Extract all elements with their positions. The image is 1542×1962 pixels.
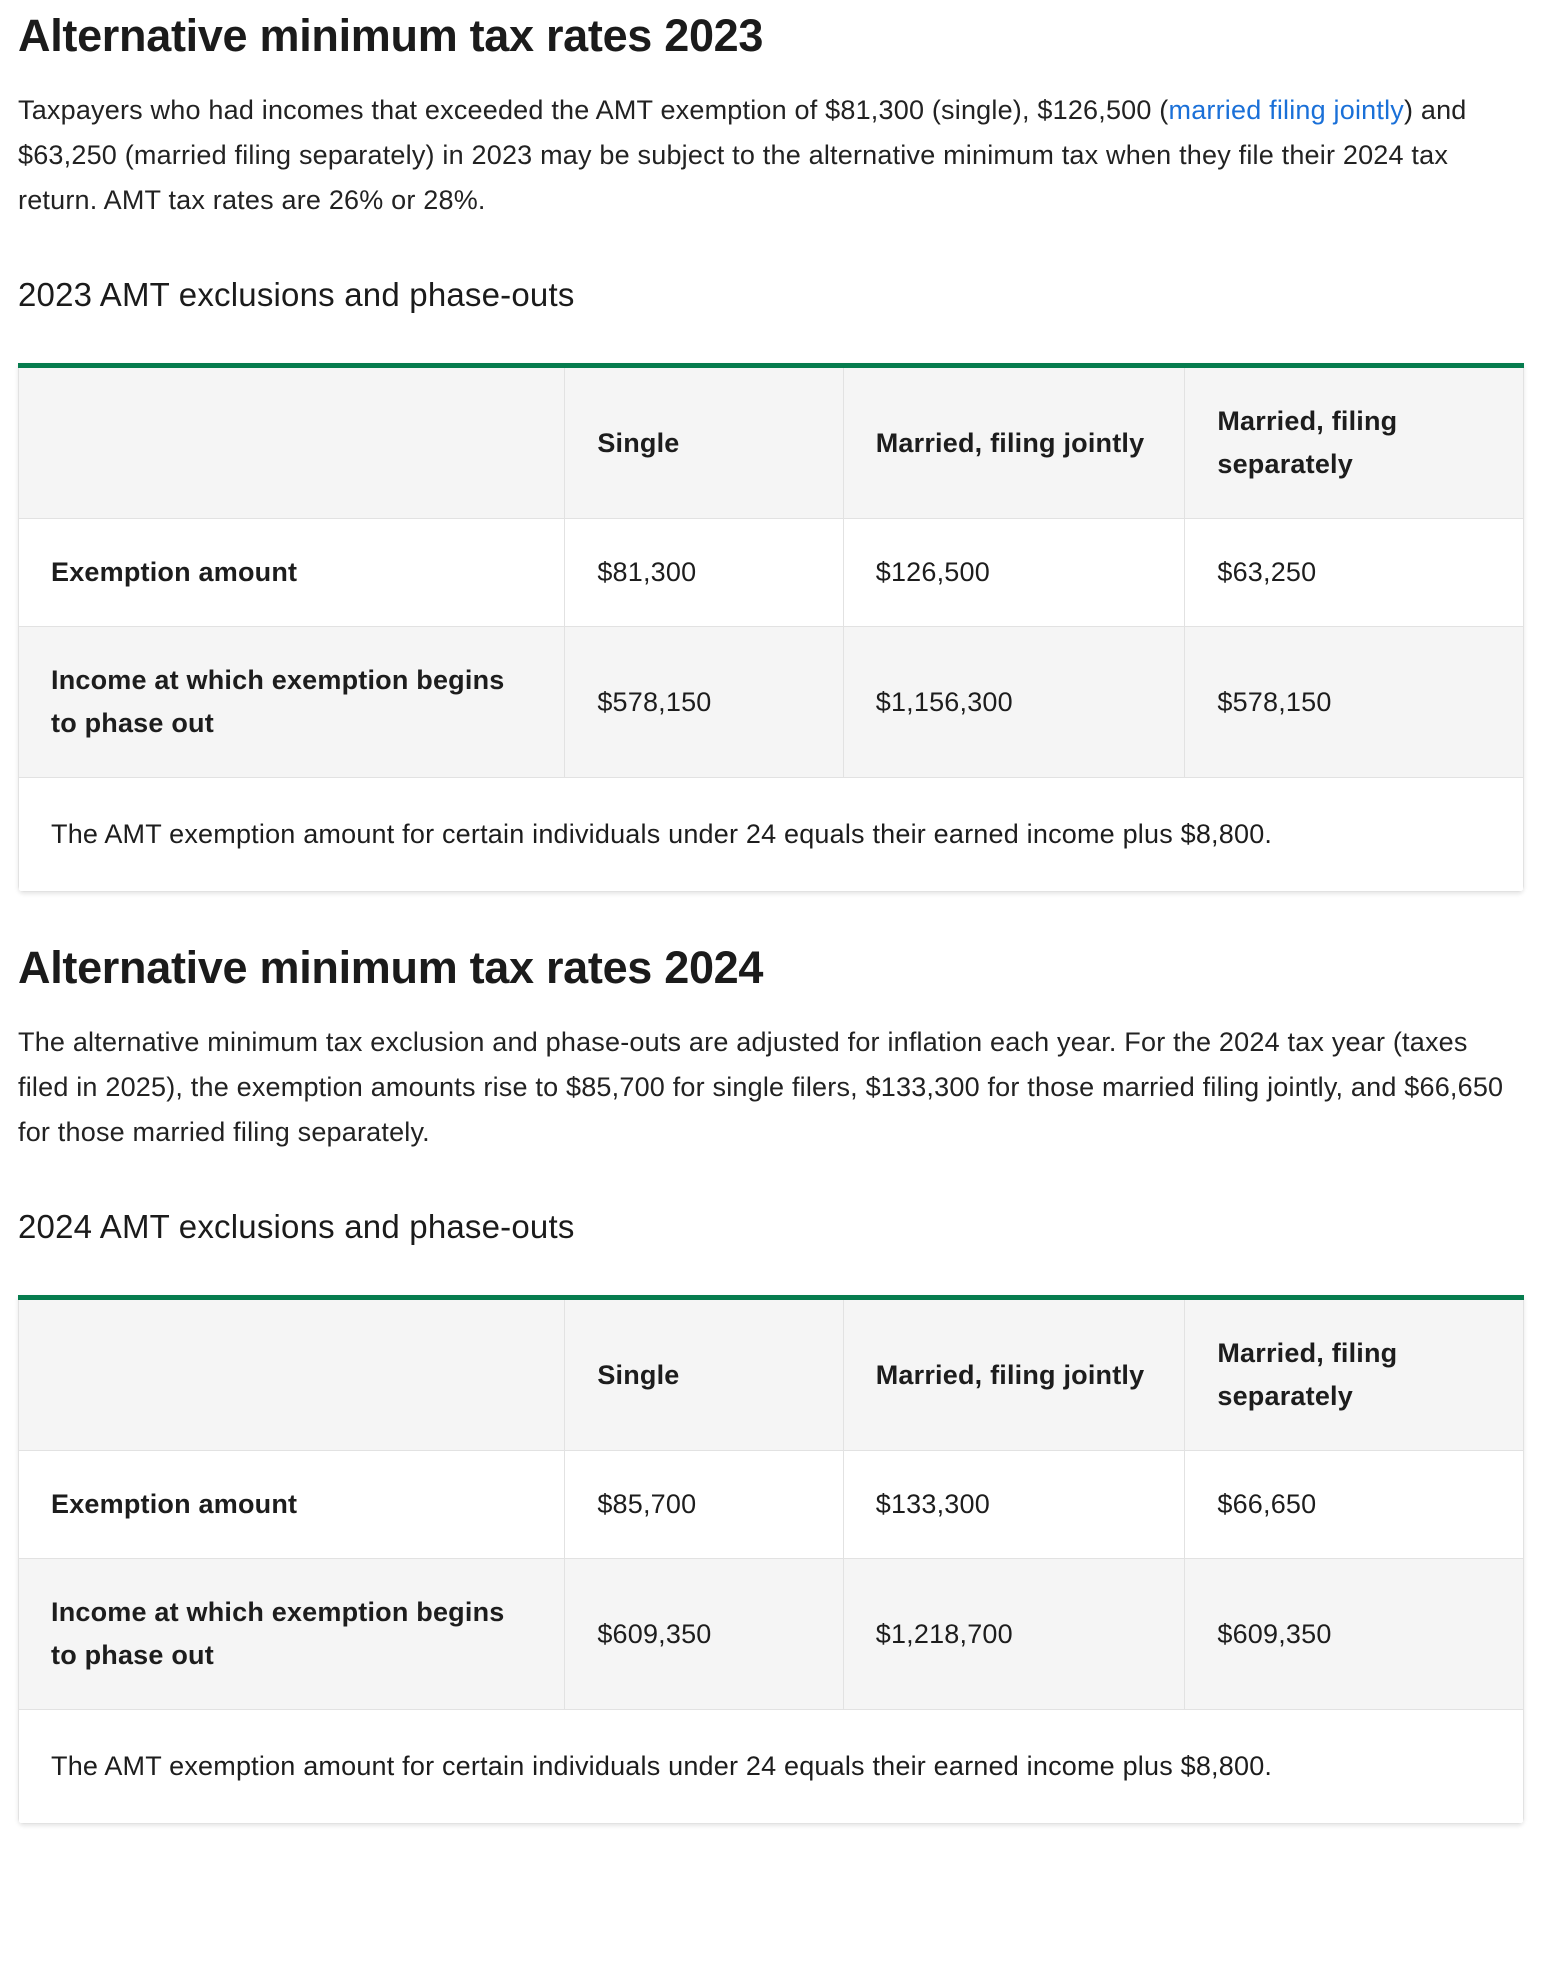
table-footnote-row [19,778,1524,892]
cell-value: $85,700 [565,1451,843,1559]
cell-value: $609,350 [1185,1559,1524,1710]
cell-value: $578,150 [565,627,843,778]
cell-value: $81,300 [565,519,843,627]
column-header-empty [19,1298,565,1451]
cell-value: $1,156,300 [843,627,1185,778]
table-header-row [19,366,1524,519]
intro-paragraph-2024 [18,1020,1524,1155]
row-label: Exemption amount [19,1451,565,1559]
cell-value: $1,218,700 [843,1559,1185,1710]
amt-table-card-2023 [18,363,1524,892]
column-header-single: Single [565,366,843,519]
column-header-married-separately: Married, filing separately [1185,1298,1524,1451]
section-heading-2023: Alternative minimum tax rates 2023 [18,10,764,61]
column-header-single: Single [565,1298,843,1451]
section-heading-2024: Alternative minimum tax rates 2024 [18,942,764,993]
section-2024 [18,942,1524,1824]
row-label: Exemption amount [19,519,565,627]
cell-value: $126,500 [843,519,1185,627]
cell-value: $66,650 [1185,1451,1524,1559]
column-header-empty [19,366,565,519]
amt-table-card-2024 [18,1295,1524,1824]
table-row-phase-out-income [19,627,1524,778]
column-header-married-jointly: Married, filing jointly [843,1298,1185,1451]
row-label: Income at which exemption begins to phase out [19,627,565,778]
table-row-exemption-amount [19,1451,1524,1559]
amt-table-2024 [18,1295,1524,1824]
column-header-married-jointly: Married, filing jointly [843,366,1185,519]
table-footnote-row [19,1710,1524,1824]
cell-value: $63,250 [1185,519,1524,627]
amt-table-2023 [18,363,1524,892]
intro-text-after-link: ) and $63,250 (married filing separately) in 2023 may be subject to the alternative minimum tax when they file their 2024 tax return. AMT tax rates are 26% or 28%. [18,95,1467,215]
table-row-exemption-amount [19,519,1524,627]
row-label: Income at which exemption begins to phase out [19,1559,565,1710]
intro-paragraph-2023 [18,88,1524,223]
table-footnote: The AMT exemption amount for certain individuals under 24 equals their earned income plus $8,800. [19,1710,1524,1824]
sub-heading-2023: 2023 AMT exclusions and phase-outs [18,276,575,313]
sub-heading-2024: 2024 AMT exclusions and phase-outs [18,1208,575,1245]
intro-text-before-link: Taxpayers who had incomes that exceeded the AMT exemption of $81,300 (single), $126,500 ( [18,95,1169,125]
intro-text: The alternative minimum tax exclusion and phase-outs are adjusted for inflation each year. For the 2024 tax year (taxes filed in 2025), the exemption amounts rise to $85,700 for single filers, $133,300 for those married filing jointly, and $66,650 for those married filing separately. [18,1027,1504,1147]
table-row-phase-out-income [19,1559,1524,1710]
cell-value: $609,350 [565,1559,843,1710]
married-filing-jointly-link[interactable]: married filing jointly [1168,95,1404,125]
column-header-married-separately: Married, filing separately [1185,366,1524,519]
table-footnote: The AMT exemption amount for certain individuals under 24 equals their earned income plus $8,800. [19,778,1524,892]
section-2023 [18,10,1524,892]
cell-value: $133,300 [843,1451,1185,1559]
table-header-row [19,1298,1524,1451]
cell-value: $578,150 [1185,627,1524,778]
